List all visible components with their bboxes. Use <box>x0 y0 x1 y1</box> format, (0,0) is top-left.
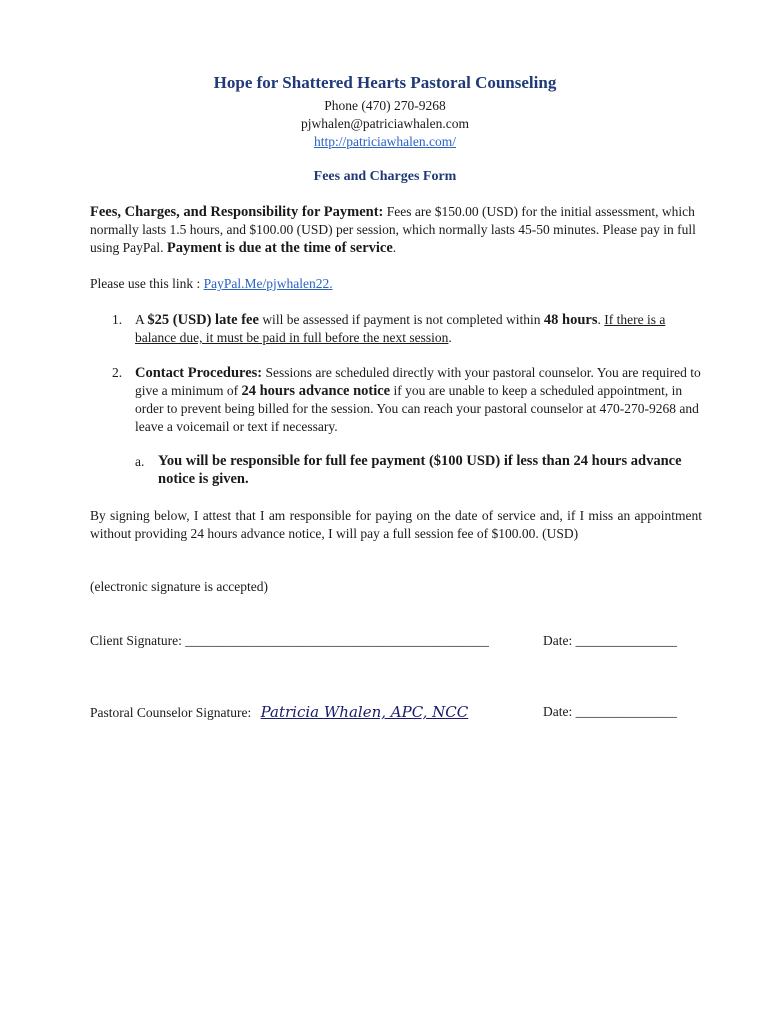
client-signature-field[interactable]: Client Signature: _____________________________________________ <box>90 633 489 648</box>
contact-procedures-heading: Contact Procedures: <box>135 365 263 381</box>
fees-heading: Fees, Charges, and Responsibility for Payment: <box>90 204 384 220</box>
website-link[interactable]: http://patriciawhalen.com/ <box>313 134 457 149</box>
counselor-signature-field[interactable] <box>90 703 468 722</box>
late-fee-amount: $25 (USD) late fee <box>147 312 259 328</box>
organization-title: Hope for Shattered Hearts Pastoral Counseling <box>213 73 557 92</box>
fees-paragraph: Fees, Charges, and Responsibility for Payment: Fees are $150.00 (USD) for the initial assessment, which normally lasts 1.5 hours, and $100.00 (USD) per session, which normally lasts 45-50 minutes. Please pay in full using PayPal. Payment is due at the time of service. <box>90 204 696 256</box>
paypal-line <box>90 275 702 293</box>
website-line <box>0 133 770 151</box>
client-date-field[interactable]: Date: _______________ <box>543 633 677 648</box>
paypal-prefix: Please use this link : <box>90 276 204 291</box>
phone-line: Phone (470) 270-9268 <box>324 98 446 113</box>
form-title: Fees and Charges Form <box>313 169 457 184</box>
fees-text: Fees are $150.00 (USD) for the initial assessment, which normally lasts 1.5 hours, and $100.00 (USD) per session, which normally lasts 45-50 minutes. Please pay in full using PayPal. <box>90 204 696 255</box>
list-number: 2. <box>112 365 123 380</box>
list-item: 2. Contact Procedures: Sessions are scheduled directly with your pastoral counselor. You are required to give a minimum of 24 hours advance notice if you are unable to keep a scheduled appointment, in order to prevent being billed for the session. You can reach your pastoral counselor at 470-270-9268 and leave a voicemail or text if necessary. <box>112 365 701 434</box>
esign-note: (electronic signature is accepted) <box>90 579 269 594</box>
payment-due-text: Payment is due at the time of service <box>166 240 393 256</box>
attestation-paragraph: By signing below, I attest that I am responsible for paying on the date of service and, if I miss an appointment without providing 24 hours advance notice, I will pay a full session fee of $100.00. (USD) <box>90 508 702 541</box>
counselor-date-field[interactable]: Date: _______________ <box>543 704 677 719</box>
advance-notice-text: 24 hours advance notice <box>241 383 391 399</box>
sub-list-item <box>135 452 702 488</box>
full-fee-warning: You will be responsible for full fee payment ($100 USD) if less than 24 hours advance notice is given. <box>158 453 682 487</box>
list-item: 1. A $25 (USD) late fee will be assessed if payment is not completed within 48 hours. If there is a balance due, it must be paid in full before the next session. <box>112 312 666 345</box>
counselor-signature: Patricia Whalen, APC, NCC <box>260 703 469 721</box>
sub-list-letter: a. <box>135 454 145 469</box>
list-number: 1. <box>112 312 123 327</box>
balance-due-note: If there is a balance due, it must be paid in full before the next session <box>135 312 666 345</box>
counselor-signature-row <box>90 703 702 723</box>
paypal-link[interactable]: PayPal.Me/pjwhalen22. <box>203 276 333 291</box>
email-line: pjwhalen@patriciawhalen.com <box>301 116 469 131</box>
counselor-signature-label: Pastoral Counselor Signature: <box>90 705 252 720</box>
client-signature-row <box>90 632 702 652</box>
late-fee-hours: 48 hours <box>543 312 598 328</box>
